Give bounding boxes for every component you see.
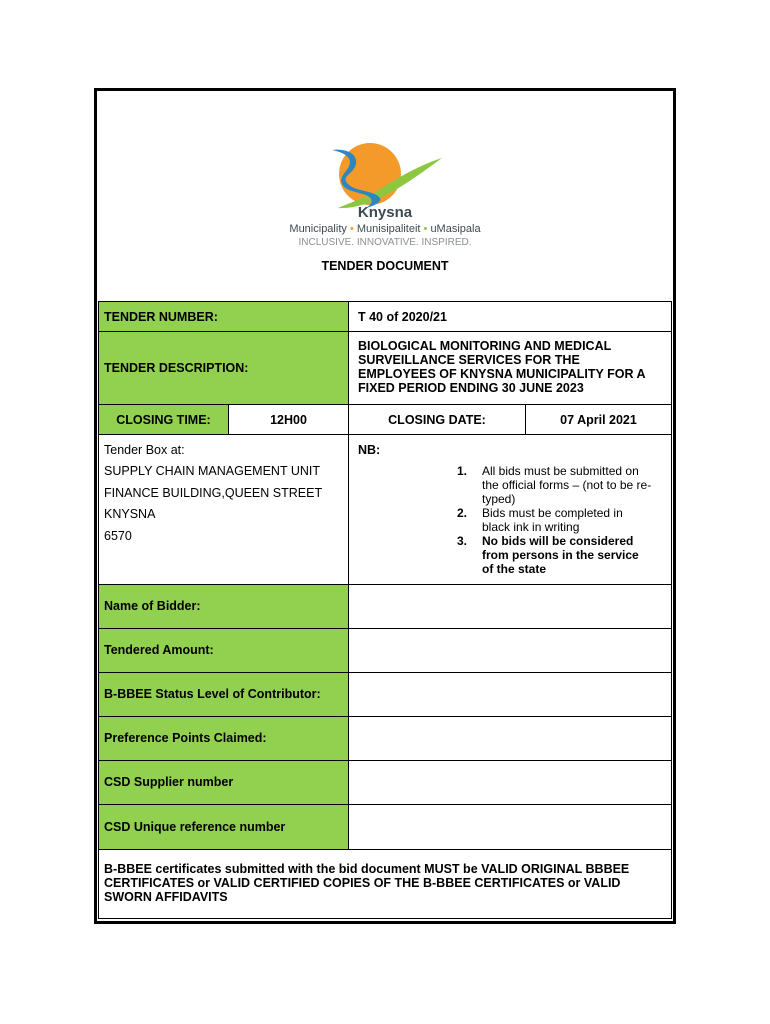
knysna-logo (262, 140, 508, 252)
csd-supplier-number-field[interactable] (348, 760, 672, 805)
closing-time-value: 12H00 (270, 413, 307, 427)
list-item (457, 464, 667, 506)
list-item-number: 2. (457, 506, 468, 520)
list-item-number: 3. (457, 534, 468, 548)
bbbee-status-field[interactable] (348, 672, 672, 717)
list-item-line: the official forms – (not to be re- (482, 478, 652, 492)
csd-unique-reference-label: CSD Unique reference number (104, 820, 286, 834)
closing-date-value: 07 April 2021 (560, 413, 637, 427)
list-item (457, 534, 667, 576)
logo-emblem-icon (262, 140, 508, 212)
tagline-part-3: uMasipala (430, 223, 481, 235)
tender-box-line: SUPPLY CHAIN MANAGEMENT UNIT (104, 464, 321, 478)
tendered-amount-field[interactable] (348, 628, 672, 673)
closing-time-label: CLOSING TIME: (116, 413, 211, 427)
bbbee-status-label: B-BBEE Status Level of Contributor: (104, 687, 321, 701)
list-item-line: of the state (482, 562, 547, 576)
logo-tagline (262, 223, 508, 235)
tender-description-label: TENDER DESCRIPTION: (104, 361, 249, 375)
tender-box-line: KNYSNA (104, 507, 156, 521)
bullet-dot-icon: • (423, 223, 428, 235)
preference-points-label: Preference Points Claimed: (104, 731, 267, 745)
tender-description-text (358, 339, 646, 395)
list-item-line: from persons in the service (482, 548, 639, 562)
list-item-line: No bids will be considered (482, 534, 634, 548)
footer-note-line: CERTIFICATES or VALID CERTIFIED COPIES OF THE B-BBEE CERTIFICATES or VALID (104, 876, 621, 890)
nb-heading: NB: (358, 443, 381, 457)
page-title: TENDER DOCUMENT (321, 259, 449, 273)
preference-points-field[interactable] (348, 716, 672, 761)
list-item-line: Bids must be completed in (482, 506, 623, 520)
csd-supplier-number-label: CSD Supplier number (104, 775, 234, 789)
description-line: BIOLOGICAL MONITORING AND MEDICAL (358, 339, 612, 353)
closing-date-label: CLOSING DATE: (388, 413, 486, 427)
footer-note (104, 862, 629, 904)
logo-name: Knysna (357, 204, 413, 221)
logo-motto: INCLUSIVE. INNOVATIVE. INSPIRED. (298, 237, 472, 248)
list-item-line: typed) (482, 492, 516, 506)
name-of-bidder-field[interactable] (348, 584, 672, 629)
tender-box-line: FINANCE BUILDING,QUEEN STREET (104, 486, 323, 500)
tagline-part-2: Munisipaliteit (356, 223, 421, 235)
list-item (457, 506, 667, 534)
footer-note-line: SWORN AFFIDAVITS (104, 890, 228, 904)
description-line: EMPLOYEES OF KNYSNA MUNICIPALITY FOR A (358, 367, 646, 381)
name-of-bidder-label: Name of Bidder: (104, 599, 201, 613)
bullet-dot-icon: • (349, 223, 354, 235)
csd-unique-reference-field[interactable] (348, 804, 672, 850)
list-item-line: black ink in writing (482, 520, 580, 534)
footer-note-line: B-BBEE certificates submitted with the bid document MUST be VALID ORIGINAL BBBEE (104, 862, 630, 876)
tender-number-value: T 40 of 2020/21 (358, 310, 447, 324)
tendered-amount-label: Tendered Amount: (104, 643, 214, 657)
nb-list (457, 464, 667, 576)
tagline-part-1: Municipality (289, 223, 347, 235)
tender-box-line: 6570 (104, 529, 132, 543)
tender-box-heading: Tender Box at: (104, 443, 185, 457)
description-line: FIXED PERIOD ENDING 30 JUNE 2023 (358, 381, 584, 395)
description-line: SURVEILLANCE SERVICES FOR THE (358, 353, 580, 367)
list-item-number: 1. (457, 464, 468, 478)
tender-number-label: TENDER NUMBER: (104, 310, 218, 324)
list-item-line: All bids must be submitted on (482, 464, 639, 478)
